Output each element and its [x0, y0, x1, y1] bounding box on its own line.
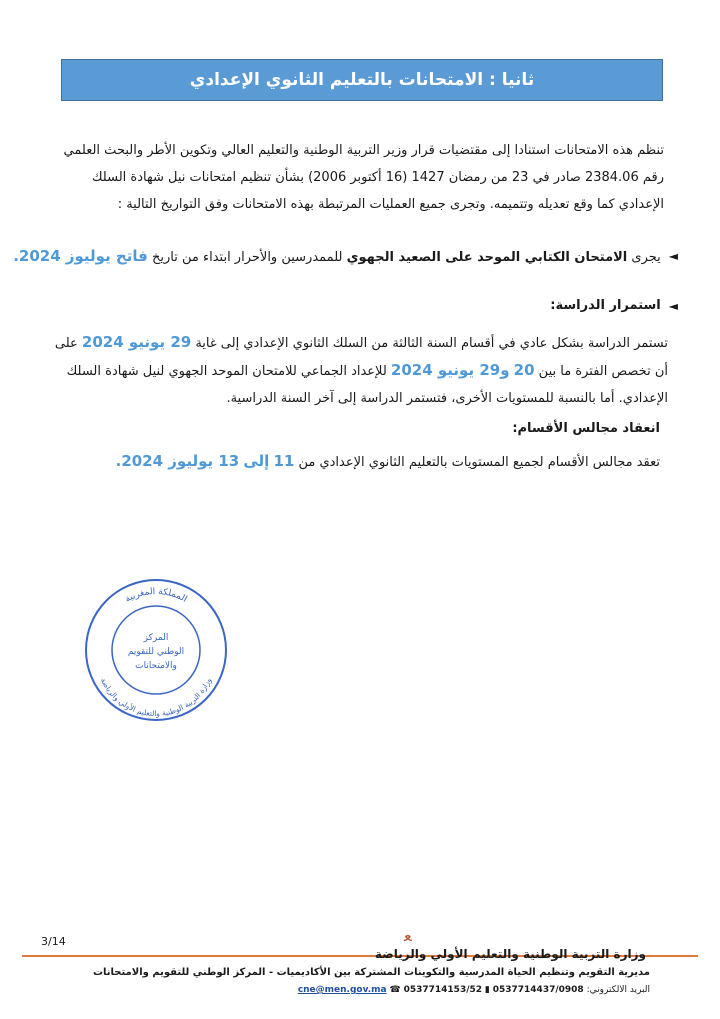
study-line-3: الإعدادي. أما بالنسبة للمستويات الأخرى، فتستمر الدراسة إلى آخر السنة الدراسية. — [226, 391, 668, 406]
bullet-study-heading — [550, 298, 678, 313]
study-line1-b: على — [54, 336, 78, 351]
fax-number: 0537714437/0908 — [492, 985, 584, 995]
bullet1-prefix: يجرى — [631, 250, 661, 265]
intro-line-3: الإعدادي كما وقع تعديله وتتميمه. وتجرى جميع العمليات المرتبطة بهذه الامتحانات وفق التواريخ التالية : — [117, 197, 664, 212]
stamp-outer-bottom-text: وزارة التربية الوطنية والتعليم الأولي والرياضة — [98, 676, 214, 719]
bullet-written-exam-text — [13, 247, 661, 265]
study-line2-d2: 29 يونيو 2024 — [390, 361, 501, 379]
section-title: ثانيا : الامتحانات بالتعليم الثانوي الإعدادي — [189, 70, 535, 90]
section-title-bar — [61, 59, 663, 101]
fax-icon: ▮ — [484, 985, 490, 995]
email-link[interactable]: cne@men.gov.ma — [297, 985, 387, 995]
councils-text: تعقد مجالس الأقسام لجميع المستويات بالتعليم الثانوي الإعدادي من — [298, 455, 660, 470]
study-line-2 — [46, 357, 668, 385]
bullet1-middle: للممدرسين والأحرار ابتداء من تاريخ — [151, 250, 343, 265]
study-line2-and: و — [500, 361, 510, 379]
study-line1-date: 29 يونيو 2024 — [81, 333, 192, 351]
study-line2-a: أن تخصص الفترة ما بين — [538, 364, 668, 379]
official-stamp — [82, 576, 230, 724]
study-line2-b: للإعداد الجماعي للامتحان الموحد الجهوي لنيل شهادة السلك — [66, 364, 387, 379]
bullet1-date: فاتح يوليوز 2024. — [13, 247, 148, 265]
councils-from: 11 — [273, 452, 295, 470]
footer-directorate: مديرية التقويم وتنظيم الحياة المدرسية والتكوينات المشتركة بين الأكاديميات - المركز الوطني للتقويم والامتحانات — [92, 967, 650, 978]
bullet-triangle-icon: ◄ — [668, 249, 678, 263]
stamp-outer-top-text: المملكة المغربية — [123, 586, 189, 605]
councils-to-word: إلى — [243, 452, 270, 470]
bullet-triangle-icon: ◄ — [668, 298, 678, 313]
page-number: 3/14 — [41, 935, 66, 948]
phone-icon: ☎ — [389, 985, 401, 995]
study-heading: استمرار الدراسة: — [550, 298, 661, 313]
intro-line-1: تنظم هذه الامتحانات استنادا إلى مقتضيات قرار وزير التربية الوطنية والتعليم العالي وتكوين الأطر والبحث العلمي — [63, 143, 664, 158]
stamp-center-line-1: المركز — [143, 633, 169, 643]
study-line2-d1: 20 — [513, 361, 535, 379]
study-line-1 — [46, 329, 668, 357]
email-label: البريد الالكتروني: — [586, 985, 650, 995]
study-line1-a: تستمر الدراسة بشكل عادي في أقسام السنة الثالثة من السلك الثانوي الإعدادي إلى غاية — [195, 336, 668, 351]
footer-contacts — [298, 985, 650, 995]
councils-paragraph — [116, 452, 660, 470]
intro-line-2: رقم 2384.06 صادر في 23 من رمضان 1427 (16 أكتوبر 2006) بشأن تنظيم امتحانات نيل شهادة السلك — [91, 170, 664, 185]
footer-ministry: وزارة التربية الوطنية والتعليم الأولي والرياضة — [374, 947, 646, 961]
bullet1-bold: الامتحان الكتابي الموحد على الصعيد الجهوي — [346, 250, 628, 265]
stamp-center-line-3: والامتحانات — [135, 661, 177, 671]
signature-mark-icon: ﻌ — [404, 926, 412, 945]
stamp-center-line-2: الوطني للتقويم — [127, 647, 185, 657]
study-paragraph — [46, 329, 668, 412]
intro-paragraph — [60, 137, 664, 218]
councils-heading: انعقاد مجالس الأقسام: — [512, 421, 660, 436]
councils-to: 13 يوليوز 2024. — [115, 452, 240, 470]
bullet-written-exam — [13, 247, 678, 265]
phone-number: 0537714153/52 — [403, 985, 483, 995]
